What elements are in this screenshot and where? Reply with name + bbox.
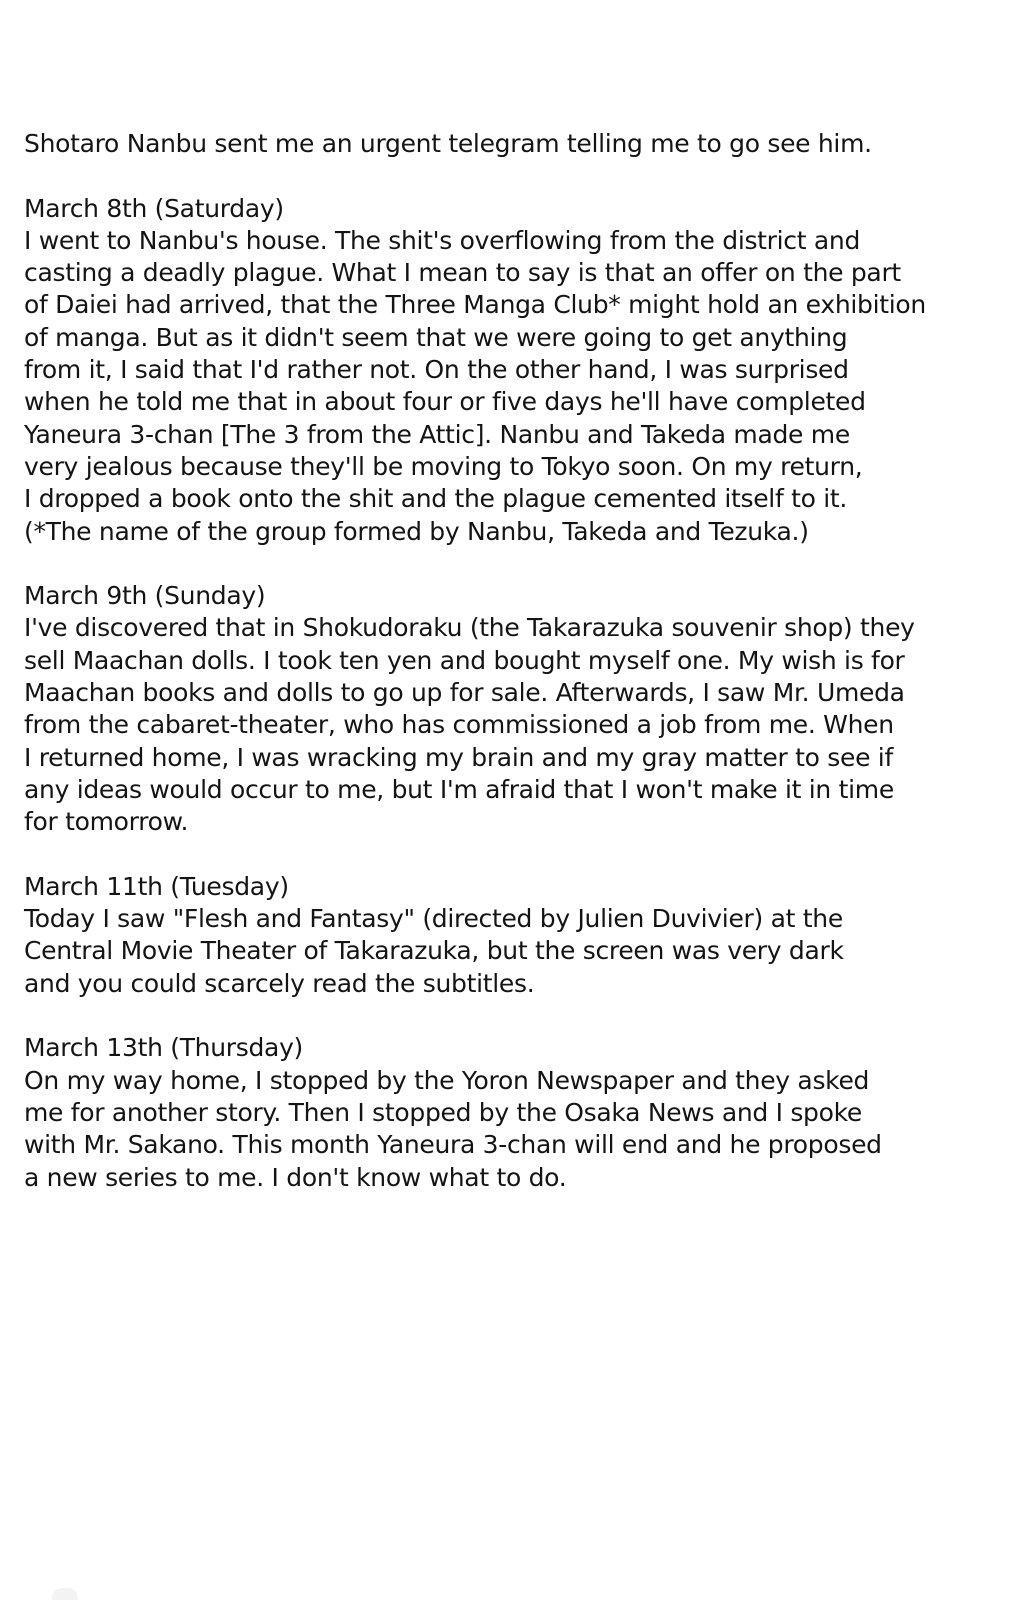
entry-date: March 13th (Thursday) xyxy=(24,1033,304,1063)
entry-line: a new series to me. I don't know what to do. xyxy=(24,1162,567,1192)
entry-line: On my way home, I stopped by the Yoron Newspaper and they asked xyxy=(24,1065,870,1095)
entry-line: I've discovered that in Shokudoraku (the Takarazuka souvenir shop) they xyxy=(24,613,915,643)
paragraph-gap xyxy=(24,1000,984,1032)
entry-line: for tomorrow. xyxy=(24,807,189,837)
entry-line: I went to Nanbu's house. The shit's overflowing from the district and xyxy=(24,225,861,255)
entry-line: Central Movie Theater of Takarazuka, but the screen was very dark xyxy=(24,936,844,966)
entry-line: of manga. But as it didn't seem that we were going to get anything xyxy=(24,322,848,352)
entry-line: Maachan books and dolls to go up for sale. Afterwards, I saw Mr. Umeda xyxy=(24,678,905,708)
entry-line: Yaneura 3-chan [The 3 from the Attic]. Nanbu and Takeda made me xyxy=(24,419,850,449)
paragraph-gap xyxy=(24,839,984,871)
entry-line: and you could scarcely read the subtitles. xyxy=(24,968,535,998)
entry-footnote: (*The name of the group formed by Nanbu, Takeda and Tezuka.) xyxy=(24,516,809,546)
entry-line: Today I saw "Flesh and Fantasy" (directed by Julien Duvivier) at the xyxy=(24,904,843,934)
entry-date: March 9th (Sunday) xyxy=(24,581,266,611)
entry-line: of Daiei had arrived, that the Three Manga Club* might hold an exhibition xyxy=(24,290,926,320)
paragraph-gap xyxy=(24,160,984,192)
intro-line: Shotaro Nanbu sent me an urgent telegram telling me to go see him. xyxy=(24,129,872,158)
entry-line: sell Maachan dolls. I took ten yen and bought myself one. My wish is for xyxy=(24,645,905,675)
entry-line: from it, I said that I'd rather not. On the other hand, I was surprised xyxy=(24,355,849,385)
entry-line: casting a deadly plague. What I mean to say is that an offer on the part xyxy=(24,258,901,288)
entry-line: I returned home, I was wracking my brain and my gray matter to see if xyxy=(24,742,893,772)
entry-line: from the cabaret-theater, who has commissioned a job from me. When xyxy=(24,710,894,740)
entry-line: any ideas would occur to me, but I'm afraid that I won't make it in time xyxy=(24,774,894,804)
entry-line: very jealous because they'll be moving to Tokyo soon. On my return, xyxy=(24,451,863,481)
paragraph-gap xyxy=(24,548,984,580)
page-corner-smudge xyxy=(52,1588,78,1600)
entry-date: March 11th (Tuesday) xyxy=(24,871,289,901)
entry-line: with Mr. Sakano. This month Yaneura 3-chan will end and he proposed xyxy=(24,1130,882,1160)
diary-text xyxy=(24,128,984,1194)
entry-line: me for another story. Then I stopped by the Osaka News and I spoke xyxy=(24,1097,862,1127)
entry-date: March 8th (Saturday) xyxy=(24,193,284,223)
entry-line: when he told me that in about four or five days he'll have completed xyxy=(24,387,866,417)
entry-line: I dropped a book onto the shit and the plague cemented itself to it. xyxy=(24,484,848,514)
